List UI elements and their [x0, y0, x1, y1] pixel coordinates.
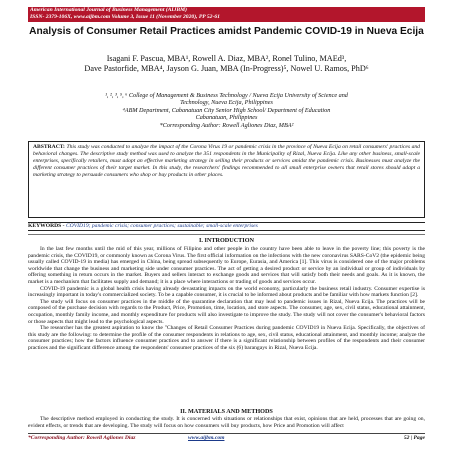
section-heading-materials-methods: II. MATERIALS AND METHODS [180, 408, 273, 415]
footer-rule [28, 433, 425, 434]
affiliation-line: Technology, Nueva Ecija, Philippines [180, 99, 273, 107]
affiliation-line: ¹, ², ³, ⁵, ⁶ College of Management & Business Technology / Nueva Ecija University of Science and [105, 92, 348, 99]
footer-corresponding-author: *Corresponding Author: Rowell Agliones Diaz [28, 435, 136, 441]
author-line: Isagani F. Pascua, MBA¹, Rowell A. Diaz, MBA², Ronel Tulino, MAEd³, [106, 54, 347, 63]
journal-issn-line: ISSN- 2379-106X, www.aijbm.com Volume 3, Issue 11 (November 2020), PP 52-61 [30, 14, 220, 20]
journal-name: American International Journal of Business Management (AIJBM) [30, 7, 187, 13]
keywords-label: KEYWORDS - [28, 223, 65, 229]
keywords-text: COVID19; pandemic crisis; consumer practices; sustainable; small-scale enterprises [65, 223, 258, 229]
abstract-box [28, 141, 425, 218]
paragraph: The researcher has the greatest aspiration to know the "Changes of Retail Consumer Practices during pandemic COVID19 in Nueva Ecija. Specifically, the objectives of this study are the following: to determine the profile of the consumer respondents in relations to age, sex, civil status, educational attainment, and monthly income; analyze the consumer practices; how the factors influence consumer practices and to answer if there is a significant relationship between profiles of the respondents and their consumer practices and the significant difference among the respondents' consumer practices of the six (6) barangays in Rizal, Nueva Ecija. [28, 325, 425, 351]
paragraph: COVID-19 pandemic is a global health crisis having already devastating impacts on the world economy, particularly the business retail industry. Consumer expertise is increasingly important in today's commercialized society. To be a capable consumer, it is crucial to be informed about products and be familiar with how markets function [2]. [28, 285, 425, 299]
introduction-body [28, 246, 425, 384]
paragraph: In the last few months until the mid of this year, millions of Filipino and other people in the country have been able to leave in the poverty line; this poverty is the pandemic crisis, the COVID19, or commonly known as Corona Virus. The first official information on the infections with the new coronavirus SARS-CoV2 (the epidemic being usually called COVID-19 in media) has emerged in China, being spread subsequently to Europe, Eurasia, and America [1]. This virus is considered one of the major problems worldwide that change the business and marketing side under consumer practices. The act of getting a desired product or service by an individual or group of individuals by offering something in return occurs in the market. Buyers and sellers interact to exchange goods and services that will satisfy both their needs and goals. As it is known, the market is a mechanism that facilitates supply and demand; it is a place where interactions or trading of goods and services occur. [28, 246, 425, 285]
abstract-label: ABSTRACT: [33, 144, 65, 150]
author-list [28, 54, 425, 74]
affiliation-line: ⁴ABM Department, Cabanatuan City Senior High School/ Department of Education [122, 106, 331, 114]
footer-website-link[interactable]: www.aijbm.com [188, 435, 225, 441]
abstract-text: This study was conducted to analyze the impact of the Corona Virus 19 or pandemic crisis in the province of Nueva Ecija on retail consumers' practices and behavioral changes. The descriptive study method was used to analyze the 351 respondents in the Municipality of Rizal, Nueva Ecija. Like any other business, small-scale enterprises, specifically retailers, must adopt an effective marketing strategy in selling their products or services amidst the pandemic crisis. Businesses must analyze the different consumer practices of their target market. In this study, the researchers' findings recommended to all small enterprise owners that retail stores should adapt a marketing strategy to persuade consumers who shop or buy products in other places. [33, 144, 420, 178]
section-heading-introduction: I. INTRODUCTION [198, 237, 254, 244]
divider [28, 234, 425, 235]
affiliations [28, 92, 425, 129]
page-number: 52 | Page [403, 435, 425, 441]
keywords-bar [28, 222, 425, 231]
affiliation-line: Cabanatuan, Philippines [195, 114, 258, 122]
paper-title: Analysis of Consumer Retail Practices amidst Pandemic COVID-19 in Nueva Ecija [29, 26, 424, 37]
journal-header-banner [28, 7, 425, 22]
corresponding-author: *Corresponding Author: Rowell Agliones Diaz, MBA² [159, 121, 294, 129]
methods-body [28, 416, 425, 433]
author-line: Dave Pastorfide, MBA⁴, Jayson G. Juan, MBA (In-Progress)⁵, Nowel U. Ramos, PhD⁶ [84, 64, 369, 73]
paragraph: The study will focus on consumer practices in the middle of the quarantine declaration that may lead to pandemic issues in Rizal, Nueva Ecija. The practices will be composed of the purchase decision with regards to the Product, Price, Promotion, time, location, and store aspects. The consumer, age, sex, civil status, educational attainment, occupation, monthly family income, and monthly expenditure for products will also investigate to improve the study. The study will not cover the consumer's behavioral factors or those aspects that might lead to the psychological aspects. [28, 298, 425, 325]
page-footer [28, 435, 425, 442]
paragraph: The descriptive method employed in conducting the study. It is concerned with situations or relationships that exist, opinions that are held, processes that are going on, evident effects, or trends that are developing. The study will focus on how consumers will buy products, how Price and Promotion will affect [28, 416, 425, 429]
